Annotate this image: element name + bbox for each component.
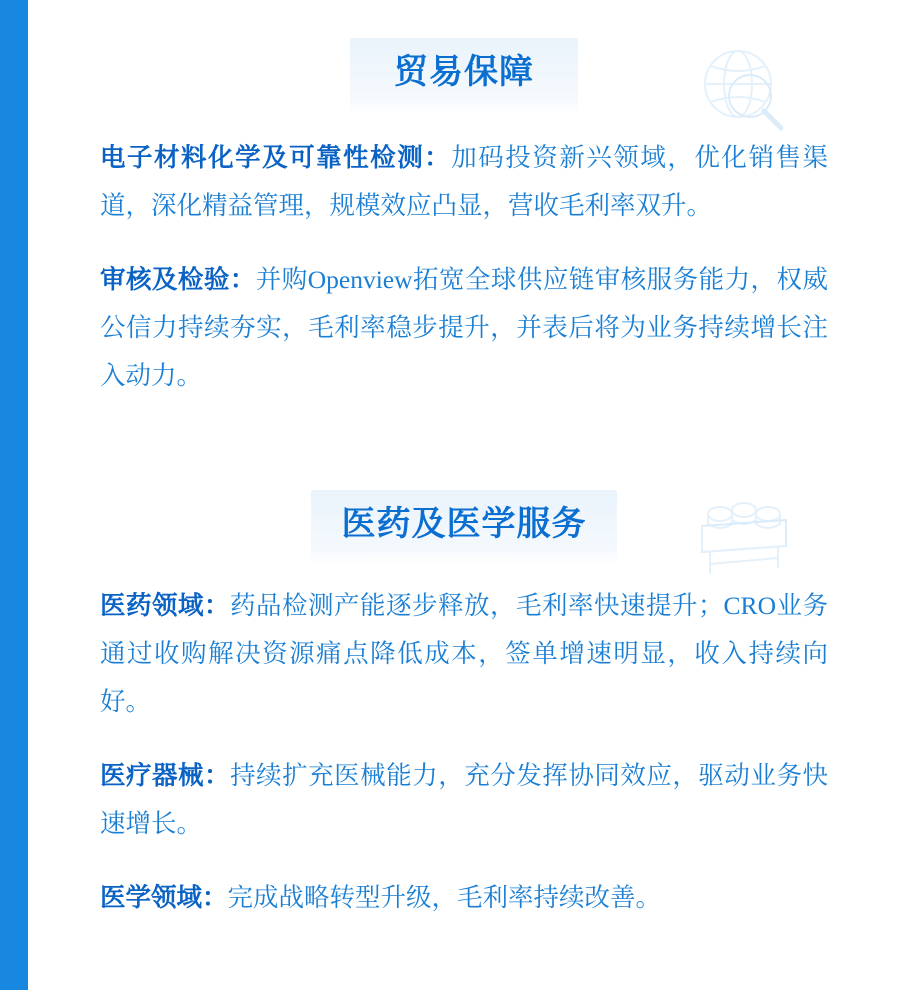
section-divider-space <box>100 426 828 452</box>
paragraph-text: 完成战略转型升级，毛利率持续改善。 <box>227 883 662 912</box>
section-title: 贸易保障 <box>394 53 534 91</box>
section-heading-trade-assurance <box>100 26 828 118</box>
globe-magnifier-icon <box>684 42 804 138</box>
paragraph <box>100 256 828 400</box>
document-content <box>28 26 900 922</box>
paragraph <box>100 874 828 922</box>
paragraph-lead: 医药领域： <box>100 591 231 620</box>
paragraph-text: 药品检测产能逐步释放，毛利率快速提升；CRO业务通过收购解决资源痛点降低成本，签单增速明显，收入持续向好。 <box>100 591 828 716</box>
section-trade-assurance <box>100 26 828 400</box>
paragraph-lead: 电子材料化学及可靠性检测： <box>100 143 452 172</box>
section-pharma-medical-services <box>100 478 828 922</box>
paragraph-text: 持续扩充医械能力，充分发挥协同效应，驱动业务快速增长。 <box>100 761 828 838</box>
document-card <box>28 0 900 990</box>
paragraph-text: 加码投资新兴领域，优化销售渠道，深化精益管理，规模效应凸显，营收毛利率双升。 <box>100 143 828 220</box>
paragraph-lead: 审核及检验： <box>100 265 256 294</box>
paragraph-lead: 医学领域： <box>100 883 228 912</box>
paragraph <box>100 752 828 848</box>
paragraph <box>100 134 828 230</box>
section-heading-pharma-medical-services <box>100 478 828 570</box>
section-title: 医药及医学服务 <box>341 505 587 543</box>
paragraph <box>100 582 828 726</box>
paragraph-text: 并购Openview拓宽全球供应链审核服务能力，权威公信力持续夯实，毛利率稳步提升，并表后将为业务持续增长注入动力。 <box>100 265 828 390</box>
paragraph-lead: 医疗器械： <box>100 761 231 790</box>
lab-sample-rack-icon <box>680 490 810 582</box>
